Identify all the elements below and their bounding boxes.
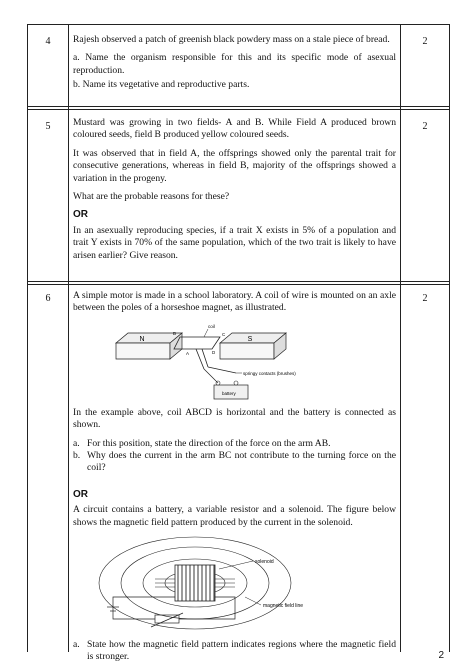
question-part: a. State how the magnetic field pattern indicates regions where the magnetic field is stronger. xyxy=(73,639,396,663)
south-pole-label: S xyxy=(247,335,253,343)
question-part: b. Why does the current in the arm BC not contribute to the turning force on the coil? xyxy=(73,450,396,474)
or-label: OR xyxy=(73,488,88,500)
question-paragraph: In the example above, coil ABCD is horizontal and the battery is connected as shown. xyxy=(73,406,396,431)
question-row-4 xyxy=(28,25,449,107)
question-body xyxy=(73,117,396,268)
question-number: 6 xyxy=(45,293,51,304)
field-line-label: magnetic field line xyxy=(263,603,304,610)
row-divider xyxy=(28,281,449,282)
question-paragraph: What are the probable reasons for these? xyxy=(73,191,230,203)
question-text: Rajesh observed a patch of greenish black powdery mass on a stale piece of bread. xyxy=(73,34,390,45)
label-c: C xyxy=(222,331,226,337)
north-pole-label: N xyxy=(139,335,145,343)
question-row-6 xyxy=(28,284,449,663)
solenoid-diagram xyxy=(85,535,325,631)
label-a: B xyxy=(173,330,177,336)
question-row-5 xyxy=(28,109,449,279)
question-marks: 2 xyxy=(422,293,428,304)
page-number: 2 xyxy=(438,650,444,661)
question-paragraph: Mustard was growing in two fields- A and B. While Field A produced brown coloured seeds, field B produced yellow coloured seeds. xyxy=(73,117,396,141)
question-body xyxy=(73,290,396,664)
question-paragraph: It was observed that in field A, the offsprings showed only the parental trait for consecutive generations, whereas in field B, majority of the offsprings showed a variation in the progeny. xyxy=(73,147,396,184)
question-part: a. For this position, state the direction of the force on the arm AB. xyxy=(73,437,331,449)
coil-label: coil xyxy=(208,323,215,329)
or-label: OR xyxy=(73,209,88,221)
question-part-b: b. Name its vegetative and reproductive parts. xyxy=(73,79,250,91)
question-marks: 2 xyxy=(422,36,428,47)
question-paragraph: In an asexually reproducing species, if a trait X exists in 5% of a population and trait Y exists in 70% of the same population, which of the two trait is likely to have arisen earlier? Give reason. xyxy=(73,224,396,261)
solenoid-label: solenoid xyxy=(255,559,274,566)
question-marks: 2 xyxy=(422,121,428,132)
motor-diagram xyxy=(108,321,318,403)
brushes-label: springy contacts (brushes) xyxy=(243,370,296,376)
battery-label: battery xyxy=(222,390,236,396)
question-paragraph: A circuit contains a battery, a variable resistor and a solenoid. The figure below shows the magnetic field pattern produced by the current in the solenoid. xyxy=(73,504,396,528)
label-b: A xyxy=(186,350,190,356)
question-part-a: a. Name the organism responsible for this and its specific mode of asexual reproduction. xyxy=(73,52,396,76)
question-table xyxy=(27,24,450,663)
label-d: D xyxy=(212,349,216,355)
question-paragraph: A simple motor is made in a school laboratory. A coil of wire is mounted on an axle between the poles of a horseshoe magnet, as illustrated. xyxy=(73,290,396,314)
question-body xyxy=(73,34,396,98)
question-number: 4 xyxy=(45,36,51,47)
question-number: 5 xyxy=(45,121,51,132)
question-parts xyxy=(73,438,396,475)
